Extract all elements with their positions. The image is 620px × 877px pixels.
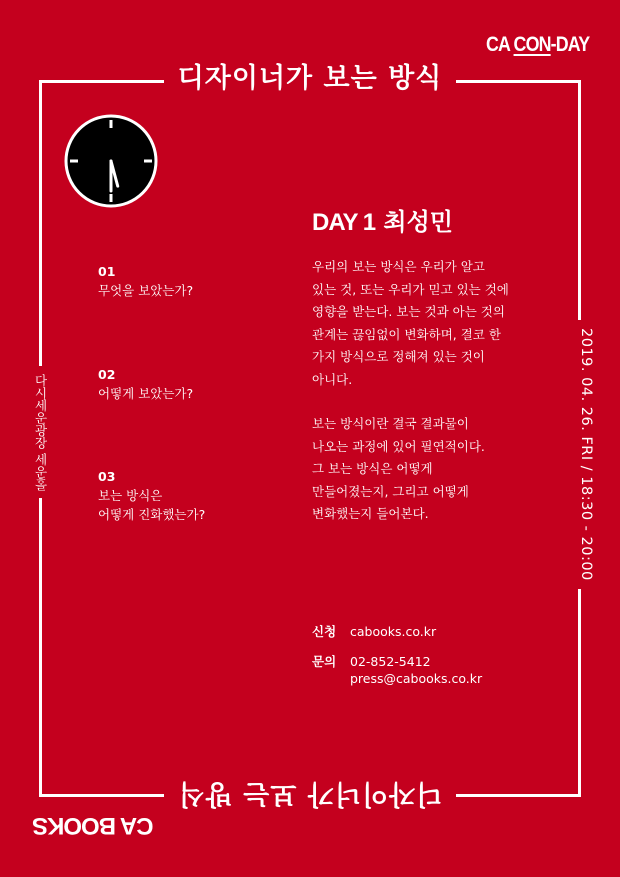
question-number: 01 [98,264,116,279]
question-text: 어떻게 보았는가? [98,386,194,401]
question-number: 02 [98,367,116,382]
apply-info [312,623,436,640]
clock-tick-6 [110,194,113,202]
email-link[interactable]: press@cabooks.co.kr [350,671,483,686]
day-label: DAY 1 [312,209,376,236]
question-03 [98,467,278,524]
paragraph-line: 그 보는 방식은 어떻게 [312,461,433,476]
date-time-label: 2019. 04. 26. FRI / 18:30 - 20:00 [576,320,596,589]
phone-number: 02-852-5412 [350,654,431,669]
paragraph-line: 가지 방식으로 정해져 있는 것이 [312,349,485,364]
question-01 [98,262,278,300]
apply-label: 신청 [312,624,337,639]
question-text: 무엇을 보았는가? [98,283,194,298]
page-title [0,61,620,97]
paragraph-line: 관계는 끊임없이 변화하며, 결코 한 [312,326,501,342]
paragraph-line: 영향을 받는다. 보는 것과 아는 것의 [312,304,505,319]
speaker-heading [312,205,453,240]
page-title-text: 디자이너가 보는 방식 [164,63,457,94]
apply-link[interactable]: cabooks.co.kr [350,624,437,639]
paragraph-line: 만들어졌는지, 그리고 어떻게 [312,483,469,499]
cabooks-logo: CA BOOKS [33,812,154,839]
page-title-inverted [0,775,620,811]
speaker-name: 최성민 [383,208,453,236]
inquiry-label: 문의 [312,654,337,669]
description-paragraph-2 [312,413,552,526]
brand-logo [486,34,589,55]
brand-separator: - [550,33,556,56]
clock-icon [62,112,160,210]
page-title-inverted-text: 디자이너가 보는 방식 [164,778,457,809]
question-number: 03 [98,469,116,484]
question-02 [98,365,278,403]
inquiry-info [312,653,482,687]
brand-con: CON [513,33,551,56]
paragraph-line: 변화했는지 들어본다. [312,506,429,521]
clock-tick-9 [70,160,78,163]
clock-tick-3 [144,160,152,163]
paragraph-line: 나오는 과정에 있어 필연적이다. [312,438,485,454]
brand-ca: CA [486,33,510,56]
paragraph-line: 우리의 보는 방식은 우리가 알고 [312,259,485,274]
question-text-line1: 보는 방식은 [98,488,163,503]
brand-day: DAY [555,33,590,56]
paragraph-line: 아니다. [312,371,353,387]
clock-tick-12 [110,120,113,128]
venue-label: 다시세운광장 세운홀 [32,366,48,498]
paragraph-line: 보는 방식이란 결국 결과물이 [312,416,469,431]
paragraph-line: 있는 것, 또는 우리가 믿고 있는 것에 [312,281,509,297]
description-paragraph-1 [312,256,552,391]
question-text-line2: 어떻게 진화했는가? [98,507,206,522]
